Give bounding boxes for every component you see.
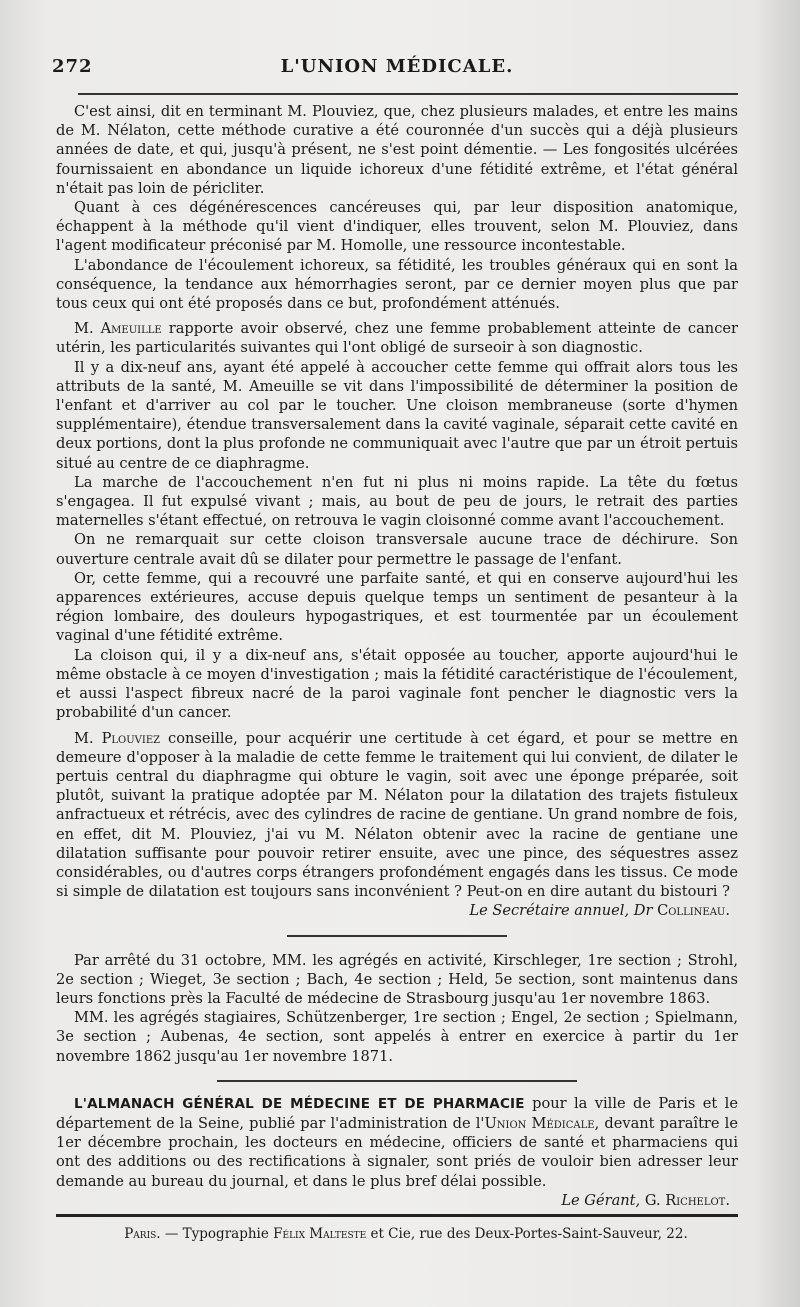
almanac-title: L'ALMANACH GÉNÉRAL DE MÉDECINE ET DE PHARMACIE xyxy=(74,1095,525,1112)
paragraph: L'abondance de l'écoulement ichoreux, sa fétidité, les troubles généraux qui en sont la conséquence, la tendance aux hémorrhagies seront, par ce dernier moyen plus que par tous ceux qui ont été proposés dans ce but, profondément atténués. xyxy=(56,256,738,313)
paragraph: On ne remarquait sur cette cloison transversale aucune trace de déchirure. Son ouverture centrale avait dû se dilater pour permettre le passage de l'enfant. xyxy=(56,531,738,568)
decree-paragraph: MM. les agrégés stagiaires, Schützenberger, 1re section ; Engel, 2e section ; Spielmann, 3e section ; Aubenas, 4e section, sont appelés à entrer en exercice à partir du 1er novembre 1862 jusqu'au 1er novembre 1871. xyxy=(56,1009,738,1065)
almanac-notice: L'ALMANACH GÉNÉRAL DE MÉDECINE ET DE PHARMACIE pour la ville de Paris et le département de la Seine, publié par l'administration de l'Union Médicale, devant paraître le 1er décembre prochain, les docteurs en médecine, officiers de santé et pharmaciens qui ont des additions ou des rectifications à signaler, sont priés de vouloir bien adresser leur demande au bureau du journal, et dans le plus bref délai possible. xyxy=(56,1094,738,1190)
page-header xyxy=(52,56,742,84)
paragraph: C'est ainsi, dit en terminant M. Plouviez, que, chez plusieurs malades, et entre les mains de M. Nélaton, cette méthode curative a été couronnée d'un succès qui a déjà plusieurs années de date, et qui, jusqu'à présent, ne s'est point démentie. — Les fongosités ulcérées fournissaient en abondance un liquide ichoreux d'une fétidité extrême, et l'état général n'était pas loin de péricliter. xyxy=(56,103,738,197)
printer-imprint: Paris. — Typographie Félix Malteste et Cie, rue des Deux-Portes-Saint-Sauveur, 22. xyxy=(124,1225,688,1242)
footer-rule xyxy=(56,1214,738,1217)
speaker-name: M. Plouviez xyxy=(74,729,161,747)
paragraph: Il y a dix-neuf ans, ayant été appelé à accoucher cette femme qui offrait alors tous les attributs de la santé, M. Ameuille se vit dans l'impossibilité de déterminer la position de l'enfant et d'arriver au col par le toucher. Une cloison membraneuse (sorte d'hymen supplémentaire), étendue transversalement dans la cavité vaginale, séparait cette cavité en deux portions, dont la plus profonde ne communiquait avec l'autre que par un étroit pertuis situé au centre de ce diaphragme. xyxy=(56,358,738,472)
ameuille-intro: M. Ameuille rapporte avoir observé, chez une femme probablement atteinte de cancer utérin, les particularités suivantes qui l'ont obligé de surseoir à son diagnostic. xyxy=(56,320,738,357)
plouviez-paragraph: M. Plouviez conseille, pour acquérir une certitude à cet égard, et pour se mettre en demeure d'opposer à la maladie de cette femme le traitement qui lui convient, de dilater le pertuis central du diaphragme qui obture le vagin, soit avec une éponge préparée, soit plutôt, suivant la pratique adoptée par M. Nélaton pour la dilatation des trajets fistuleux anfractueux et rétrécis, avec des cylindres de racine de gentiane. Un grand nombre de fois, en effet, dit M. Plouviez, j'ai vu M. Nélaton obtenir avec la racine de gentiane une dilatation suffisante pour pouvoir retirer ensuite, avec une pince, des séquestres assez considérables, ou d'autres corps étrangers profondément engagés dans les tissus. Ce mode si simple de dilatation est toujours sans inconvénient ? Peut-on en dire autant du bistouri ? xyxy=(56,729,738,901)
paragraph: Or, cette femme, qui a recouvré une parfaite santé, et qui en conserve aujourd'hui les apparences extérieures, accuse depuis quelque temps un sentiment de pesanteur à la région lombaire, des douleurs hypogastriques, et est tourmentée par un écoulement vaginal d'une fétidité extrême. xyxy=(56,569,738,645)
paragraph: La cloison qui, il y a dix-neuf ans, s'était opposée au toucher, apporte aujourd'hui le même obstacle à ce moyen d'investigation ; mais la fétidité caractéristique de l'écoulement, et aussi l'aspect fibreux nacré de la paroi vaginale font pencher le diagnostic vers la probabilité d'un cancer. xyxy=(56,646,738,722)
section-separator xyxy=(287,935,507,937)
running-title: L'UNION MÉDICALE. xyxy=(280,56,514,77)
secretary-signature: Le Secrétaire annuel, Dr Collineau. xyxy=(469,902,730,920)
manager-signature: Le Gérant, G. Richelot. xyxy=(561,1191,730,1209)
article-body xyxy=(56,102,738,1244)
section-separator xyxy=(217,1080,577,1082)
paragraph: La marche de l'accouchement n'en fut ni plus ni moins rapide. La tête du fœtus s'engagea. Il fut expulsé vivant ; mais, au bout de peu de jours, le retrait des parties maternelles s'étant effectué, on retrouva le vagin cloisonné comme avant l'accouchement. xyxy=(56,473,738,530)
header-rule xyxy=(78,93,738,95)
paragraph: Quant à ces dégénérescences cancéreuses qui, par leur disposition anatomique, échappent à la méthode qu'il vient d'indiquer, elles trouvent, selon M. Plouviez, dans l'agent modificateur préconisé par M. Homolle, une ressource incontestable. xyxy=(56,199,738,255)
decree-paragraph: Par arrêté du 31 octobre, MM. les agrégés en activité, Kirschleger, 1re section ; Strohl, 2e section ; Wieget, 3e section ; Bach, 4e section ; Held, 5e section, sont maintenus dans leurs fonctions près la Faculté de médecine de Strasbourg jusqu'au 1er novembre 1863. xyxy=(56,951,738,1007)
speaker-name: M. Ameuille xyxy=(74,320,162,338)
page-number: 272 xyxy=(52,56,93,77)
